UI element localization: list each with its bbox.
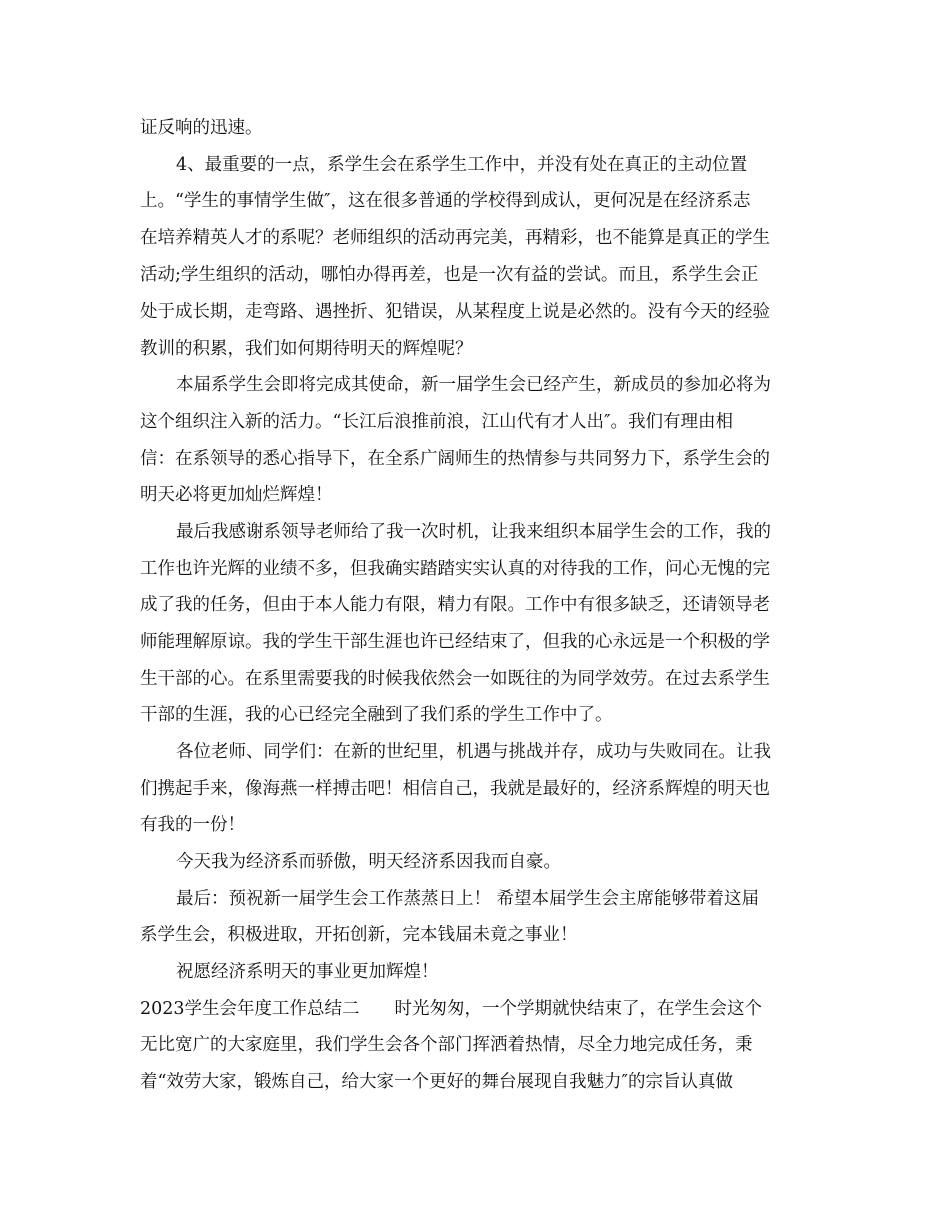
text-line: 4、最重要的一点，系学生会在系学生工作中，并没有处在真正的主动位置 <box>176 155 748 175</box>
text-line: 师能理解原谅。我的学生干部生涯也许已经结束了，但我的心永远是一个积极的学 <box>140 632 770 652</box>
text-line: 最后我感谢系领导老师给了我一次时机，让我来组织本届学生会的工作，我的 <box>176 522 771 542</box>
text-line: 信：在系领导的悉心指导下，在全系广阔师生的热情参与共同努力下，系学生会的 <box>140 449 770 469</box>
text-line: 工作也许光辉的业绩不多，但我确实踏踏实实认真的对待我的工作，问心无愧的完 <box>140 559 770 579</box>
text-line: 这个组织注入新的活力。“长江后浪推前浪，江山代有才人出″。我们有理由相 <box>140 412 733 432</box>
text-line: 明天必将更加灿烂辉煌！ <box>140 485 333 505</box>
text-line: 教训的积累，我们如何期待明天的辉煌呢？ <box>140 339 473 359</box>
text-line: 生干部的心。在系里需要我的时候我依然会一如既往的为同学效劳。在过去系学生 <box>140 669 770 689</box>
text-line: 本届系学生会即将完成其使命，新一届学生会已经产生，新成员的参加必将为 <box>176 375 771 395</box>
text-line: 有我的一份！ <box>140 815 245 835</box>
text-line: 在培养精英人才的系呢？老师组织的活动再完美，再精彩，也不能算是真正的学生 <box>140 228 770 248</box>
text-line: 干部的生涯，我的心已经完全融到了我们系的学生工作中了。 <box>140 705 613 725</box>
text-line: 活动;学生组织的活动，哪怕办得再差，也是一次有益的尝试。而且，系学生会正 <box>140 265 759 285</box>
text-line: 各位老师、同学们：在新的世纪里，机遇与挑战并存，成功与失败同在。让我 <box>176 742 771 762</box>
text-line: 祝愿经济系明天的事业更加辉煌！ <box>176 962 439 982</box>
text-line: 成了我的任务，但由于本人能力有限，精力有限。工作中有很多缺乏，还请领导老 <box>140 595 770 615</box>
text-line: 们携起手来，像海燕一样搏击吧！相信自己，我就是最好的，经济系辉煌的明天也 <box>140 779 770 799</box>
text-line: 2023学生会年度工作总结二 时光匆匆，一个学期就快结束了，在学生会这个 <box>140 999 763 1019</box>
text-line: 证反响的迅速。 <box>140 118 263 138</box>
text-line: 处于成长期，走弯路、遇挫折、犯错误，从某程度上说是必然的。没有今天的经验 <box>140 302 770 322</box>
text-line: 系学生会，积极进取，开拓创新，完本钱届未竟之事业！ <box>140 925 578 945</box>
text-line: 今天我为经济系而骄傲，明天经济系因我而自豪。 <box>176 852 561 872</box>
text-line: 无比宽广的大家庭里，我们学生会各个部门挥洒着热情，尽全力地完成任务，秉 <box>140 1035 753 1055</box>
text-line: 上。“学生的事情学生做″，这在很多普通的学校得到成认，更何况是在经济系志 <box>140 191 751 211</box>
text-line: 最后：预祝新一届学生会工作蒸蒸日上！ 希望本届学生会主席能够带着这届 <box>176 889 760 909</box>
text-line: 着“效劳大家，锻炼自己，给大家一个更好的舞台展现自我魅力″的宗旨认真做 <box>140 1072 733 1092</box>
